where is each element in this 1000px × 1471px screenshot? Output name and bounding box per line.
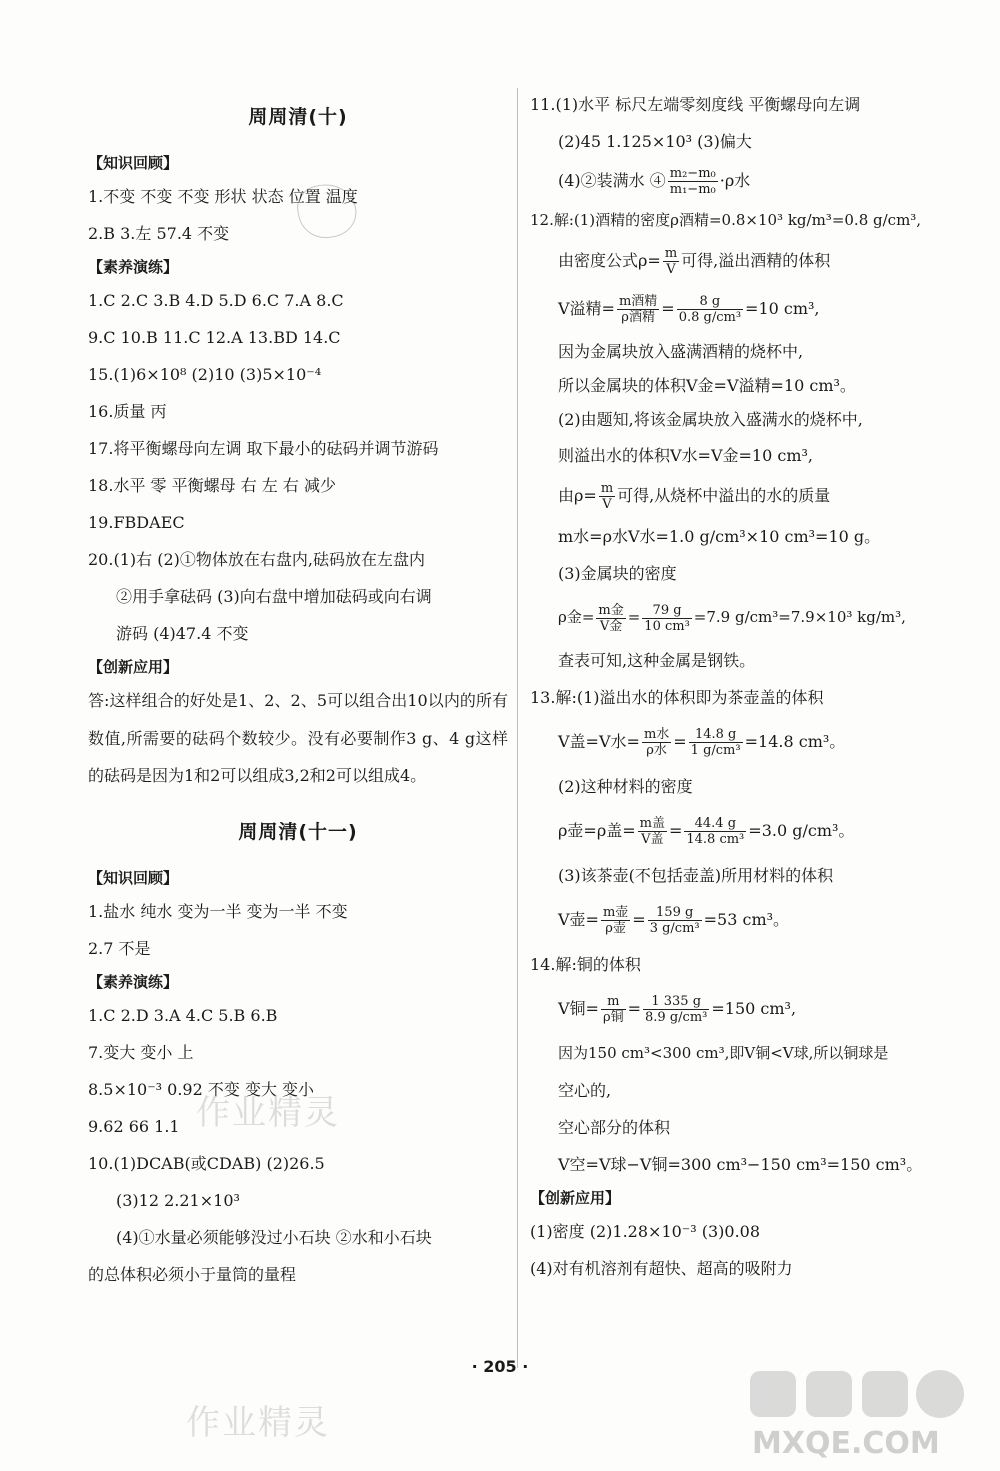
section-title-10: 周周清(十) — [248, 106, 348, 128]
numerator: m盖 — [639, 816, 665, 831]
denominator: ρ酒精 — [621, 310, 655, 325]
answer-line: 12.解:(1)酒精的密度ρ酒精=0.8×10³ kg/m³=0.8 g/cm³, — [530, 211, 922, 229]
formula-text: ρ金= — [558, 608, 595, 626]
answer-line: 16.质量 丙 — [88, 402, 167, 421]
answer-line: 18.水平 零 平衡螺母 右 左 右 减少 — [88, 476, 336, 495]
formula-text: = — [668, 821, 683, 840]
answer-line: 13.解:(1)溢出水的体积即为茶壶盖的体积 — [530, 688, 824, 707]
answer-line: m水=ρ水V水=1.0 g/cm³×10 cm³=10 g。 — [558, 527, 881, 546]
numerator: 14.8 g — [689, 727, 743, 743]
formula-text: 由ρ= — [558, 486, 597, 505]
answer-line: V空=V球−V铜=300 cm³−150 cm³=150 cm³。 — [558, 1155, 923, 1174]
formula-text: = — [632, 910, 646, 929]
answer-line: 15.(1)6×10⁸ (2)10 (3)5×10⁻⁴ — [88, 365, 322, 384]
denominator: ρ壶 — [605, 921, 626, 936]
answer-line: 2.B 3.左 57.4 不变 — [88, 224, 230, 243]
text-watermark: 作业精灵 — [196, 1093, 340, 1133]
formula-text: ·ρ水 — [719, 171, 751, 190]
right-column — [530, 86, 970, 1287]
answer-line: (3)12 2.21×10³ — [116, 1190, 240, 1210]
answer-line: 10.(1)DCAB(或CDAB) (2)26.5 — [88, 1153, 325, 1173]
fraction — [677, 294, 743, 325]
formula-line — [530, 894, 970, 946]
logo-text: MXQE.COM — [752, 1426, 940, 1461]
fraction — [617, 294, 659, 325]
answer-line: (2)这种材料的密度 — [558, 777, 693, 796]
answer-line: 的总体积必须小于量筒的量程 — [88, 1264, 297, 1284]
formula-text: 可得,溢出酒精的体积 — [681, 251, 831, 270]
formula-text: = — [627, 608, 641, 626]
denominator: 14.8 cm³ — [686, 832, 745, 847]
heading-knowledge-review: 【知识回顾】 — [88, 868, 179, 887]
fraction — [638, 816, 667, 847]
answer-line: 9.C 10.B 11.C 12.A 13.BD 14.C — [88, 328, 341, 347]
denominator: m₁−m₀ — [669, 182, 716, 197]
text-watermark: 作业精灵 — [186, 1403, 330, 1443]
numerator: m — [601, 994, 626, 1010]
site-logo-watermark — [740, 1363, 970, 1463]
answer-line: ②用手拿砝码 (3)向右盘中增加砝码或向右调 — [116, 587, 432, 606]
formula-line — [530, 474, 970, 518]
formula-text: =150 cm³, — [711, 999, 797, 1018]
answer-line: 19.FBDAEC — [88, 513, 185, 532]
formula-line — [530, 716, 970, 768]
answer-line: 空心的, — [558, 1081, 612, 1100]
formula-text: =7.9 g/cm³=7.9×10³ kg/m³, — [693, 608, 906, 626]
formula-text: ρ壶=ρ盖= — [558, 821, 636, 840]
fraction — [642, 603, 692, 634]
numerator: 159 g — [648, 905, 702, 921]
fraction — [601, 994, 626, 1025]
fraction — [642, 727, 671, 758]
fraction — [601, 905, 630, 936]
formula-line — [530, 239, 970, 283]
section-title-11: 周周清(十一) — [238, 820, 358, 843]
answer-line: 17.将平衡螺母向左调 取下最小的砝码并调节游码 — [88, 439, 439, 458]
answer-line: 因为金属块放入盛满酒精的烧杯中, — [558, 342, 804, 361]
fraction — [663, 246, 679, 277]
denominator: ρ铜 — [602, 1010, 624, 1025]
formula-text: V盖=V水= — [558, 732, 640, 751]
numerator: m金 — [598, 602, 624, 618]
denominator: V金 — [599, 618, 623, 634]
answer-line: (4)①水量必须能够没过小石块 ②水和小石块 — [116, 1227, 432, 1247]
numerator: m — [664, 246, 678, 261]
numerator: 44.4 g — [684, 816, 746, 832]
answer-line: (4)对有机溶剂有超快、超高的吸附力 — [530, 1259, 793, 1278]
formula-text: =3.0 g/cm³。 — [748, 821, 855, 840]
denominator: 3 g/cm³ — [649, 921, 700, 936]
formula-line — [530, 160, 970, 202]
heading-knowledge-review: 【知识回顾】 — [88, 154, 179, 172]
formula-line — [530, 983, 970, 1035]
numerator: m — [600, 481, 614, 496]
answer-line: 1.不变 不变 不变 形状 状态 位置 温度 — [88, 187, 358, 206]
answer-line: 空心部分的体积 — [558, 1118, 671, 1137]
answer-line: 1.盐水 纯水 变为一半 变为一半 不变 — [88, 901, 348, 921]
fraction — [643, 994, 709, 1025]
answer-line: 8.5×10⁻³ 0.92 不变 变大 变小 — [88, 1079, 315, 1099]
numerator: m₂−m₀ — [669, 166, 716, 181]
formula-line — [530, 805, 970, 857]
formula-line — [530, 592, 970, 642]
denominator: 8.9 g/cm³ — [645, 1010, 708, 1025]
denominator: 1 g/cm³ — [690, 743, 741, 758]
answer-line: (1)密度 (2)1.28×10⁻³ (3)0.08 — [530, 1222, 761, 1241]
answer-line: 14.解:铜的体积 — [530, 955, 641, 974]
answer-line: 则溢出水的体积V水=V金=10 cm³, — [558, 446, 814, 465]
answer-line: 20.(1)右 (2)①物体放在右盘内,砝码放在左盘内 — [88, 550, 425, 569]
fraction — [684, 816, 746, 847]
formula-text: =10 cm³, — [745, 299, 820, 318]
formula-text: (4)②装满水 ④ — [558, 171, 666, 190]
answer-line: (2)45 1.125×10³ (3)偏大 — [558, 132, 752, 151]
heading-practice: 【素养演练】 — [88, 972, 179, 991]
denominator: V — [666, 262, 676, 277]
formula-text: V铜= — [558, 999, 599, 1018]
numerator: m水 — [643, 727, 670, 742]
answer-line: 游码 (4)47.4 不变 — [116, 624, 249, 643]
numerator: m酒精 — [618, 294, 658, 309]
formula-text: =14.8 cm³。 — [744, 732, 846, 751]
numerator: 1 335 g — [643, 994, 709, 1010]
fraction — [668, 166, 718, 197]
denominator: 10 cm³ — [644, 618, 690, 634]
formula-text: V溢精= — [558, 299, 615, 318]
formula-text: 由密度公式ρ= — [558, 251, 661, 270]
answer-line: 查表可知,这种金属是钢铁。 — [558, 651, 756, 670]
formula-text: =53 cm³。 — [703, 910, 790, 929]
answer-line: (2)由题知,将该金属块放入盛满水的烧杯中, — [558, 410, 863, 429]
answer-line: 因为150 cm³<300 cm³,即V铜<V球,所以铜球是 — [558, 1044, 889, 1062]
formula-text: = — [627, 999, 642, 1018]
answer-line: 11.(1)水平 标尺左端零刻度线 平衡螺母向左调 — [530, 95, 861, 114]
numerator: m壶 — [602, 905, 629, 920]
denominator: V盖 — [641, 832, 664, 847]
answer-line: 7.变大 变小 上 — [88, 1042, 194, 1062]
answer-line: 1.C 2.C 3.B 4.D 5.D 6.C 7.A 8.C — [88, 291, 344, 310]
answer-line: 所以金属块的体积V金=V溢精=10 cm³。 — [558, 376, 856, 395]
heading-innovation: 【创新应用】 — [88, 658, 179, 676]
formula-text: = — [673, 732, 687, 751]
denominator: ρ水 — [646, 743, 667, 758]
answer-line: (3)该茶壶(不包括壶盖)所用材料的体积 — [558, 866, 834, 885]
formula-text: V壶= — [558, 910, 599, 929]
denominator: 0.8 g/cm³ — [678, 310, 742, 325]
formula-line — [530, 283, 970, 335]
answer-line: 9.62 66 1.1 — [88, 1116, 180, 1136]
answer-line: 1.C 2.D 3.A 4.C 5.B 6.B — [88, 1005, 278, 1025]
answer-paragraph: 答:这样组合的好处是1、2、2、5可以组合出10以内的所有数值,所需要的砝码个数较少。没有必要制作3 g、4 g这样的砝码是因为1和2可以组成3,2和2可以组成4。 — [88, 691, 508, 785]
formula-text: 可得,从烧杯中溢出的水的质量 — [617, 486, 831, 505]
answer-line: (3)金属块的密度 — [558, 564, 677, 583]
heading-practice: 【素养演练】 — [88, 258, 179, 276]
heading-innovation: 【创新应用】 — [530, 1189, 621, 1207]
fraction — [689, 727, 743, 758]
formula-text: = — [661, 299, 675, 318]
fraction — [599, 481, 615, 512]
column-divider — [517, 88, 518, 1368]
numerator: 8 g — [677, 294, 743, 310]
denominator: V — [602, 497, 612, 512]
page-number: · 205 · — [471, 1357, 529, 1376]
answer-line: 2.7 不是 — [88, 938, 151, 958]
fraction — [648, 905, 702, 936]
fraction — [596, 603, 625, 634]
numerator: 79 g — [642, 603, 692, 619]
